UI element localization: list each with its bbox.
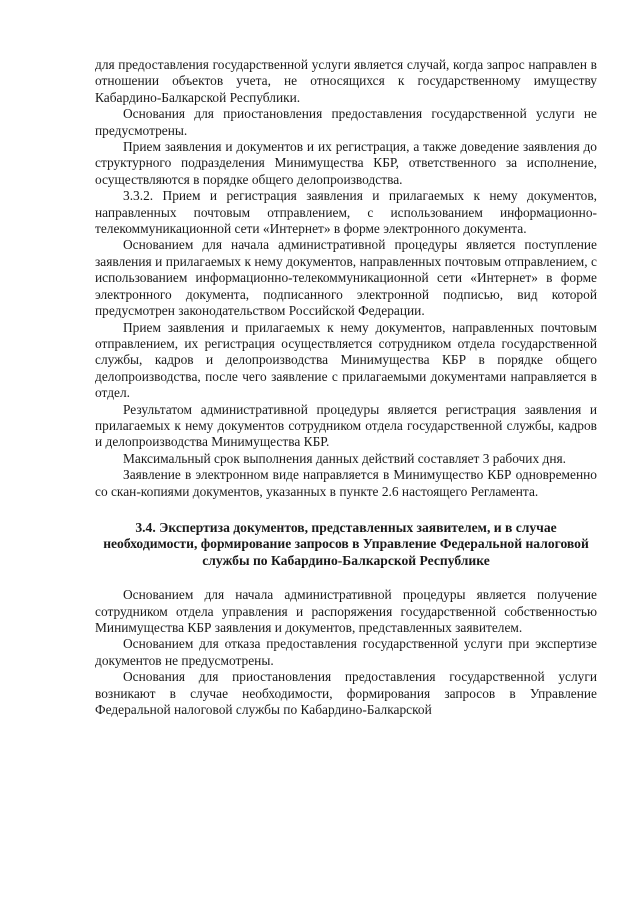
paragraph: Основанием для начала административной процедуры является получение сотрудником отдела управления и распоряжения государственной собственностью Минимущества КБР заявления и документов, представленных заявителем. (95, 587, 597, 635)
paragraph: 3.3.2. Прием и регистрация заявления и прилагаемых к нему документов, направленных почтовым отправлением, с использованием информационно-телекоммуникационной сети «Интернет» в форме электронного документа. (95, 188, 597, 237)
paragraph: Основания для приостановления предоставления государственной услуги не предусмотрены. (95, 106, 597, 138)
paragraph: Прием заявления и документов и их регистрация, а также доведение заявления до структурного подразделения Минимущества КБР, ответственного за исполнение, осуществляются в порядке общего делопроизводства. (95, 139, 597, 187)
document-page (95, 57, 597, 718)
section-heading: 3.4. Экспертиза документов, представленных заявителем, и в случае необходимости, формирование запросов в Управление Федеральной налоговой службы по Кабардино-Балкарской Республике (103, 519, 589, 568)
paragraph: Основанием для начала административной процедуры является поступление заявления и прилагаемых к нему документов, направленных почтовым отправлением, с использованием информационно-телекоммуникационной сети «Интернет» в форме электронного документа, подписанного электронной подписью, вид которой предусмотрен законодательством Российской Федерации. (95, 237, 597, 319)
paragraph: для предоставления государственной услуги является случай, когда запрос направлен в отношении объектов учета, не относящихся к государственному имуществу Кабардино-Балкарской Республики. (95, 57, 597, 105)
paragraph: Основания для приостановления предоставления государственной услуги возникают в случае необходимости, формирования запросов в Управление Федеральной налоговой службы по Кабардино-Балкарской (95, 669, 597, 718)
paragraph: Прием заявления и прилагаемых к нему документов, направленных почтовым отправлением, их регистрация осуществляется сотрудником отдела государственной службы, кадров и делопроизводства Минимущества КБР в порядке общего делопроизводства, после чего заявление с прилагаемыми документами направляется в отдел. (95, 319, 597, 401)
paragraph: Заявление в электронном виде направляется в Минимущество КБР одновременно со скан-копиями документов, указанных в пункте 2.6 настоящего Регламента. (95, 467, 597, 499)
paragraph: Максимальный срок выполнения данных действий составляет 3 рабочих дня. (123, 450, 566, 466)
paragraph: Основанием для отказа предоставления государственной услуги при экспертизе документов не предусмотрены. (95, 636, 597, 668)
paragraph: Результатом административной процедуры является регистрация заявления и прилагаемых к нему документов сотрудником отдела государственной службы, кадров и делопроизводства Минимущества КБР. (95, 401, 597, 450)
